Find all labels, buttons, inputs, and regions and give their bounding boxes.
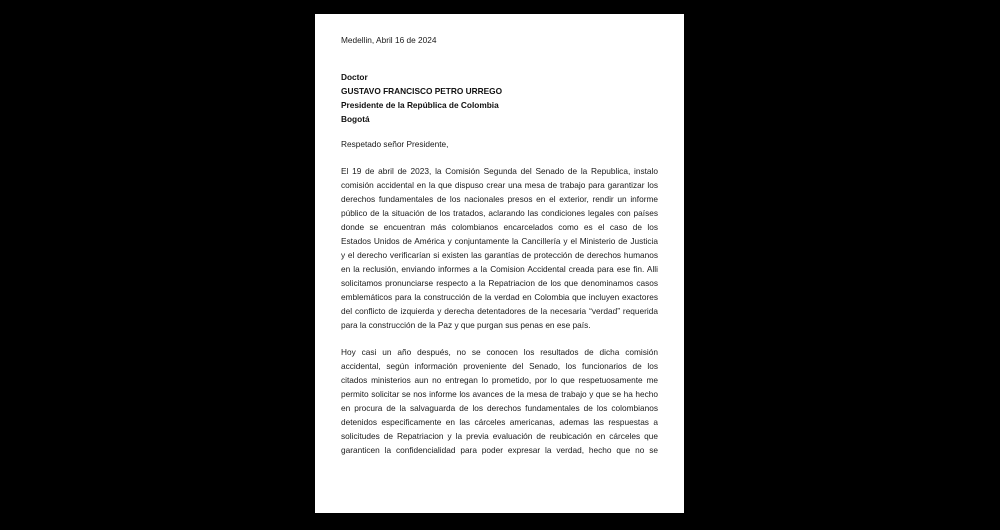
recipient-position: Presidente de la República de Colombia [341, 100, 499, 110]
paragraph-line: y el derecho verificarían si existen las garantías de protección de derechos humanos [341, 250, 658, 260]
paragraph-line: público de la situación de los tratados, aclarando las condiciones legales con países [341, 208, 658, 218]
recipient-city: Bogotá [341, 114, 370, 124]
paragraph-line: donde se encuentran más colombianos encarcelados como es el caso de los [341, 222, 658, 232]
letter-page [315, 14, 684, 513]
place-date: Medellin, Abril 16 de 2024 [341, 35, 437, 45]
paragraph-line: accidental, según información proveniente del Senado, los funcionarios de los [341, 361, 658, 371]
paragraph-line: Hoy casi un año después, no se conocen los resultados de dicha comisión [341, 347, 658, 357]
recipient-title: Doctor [341, 72, 368, 82]
paragraph-line: solicitudes de Repatriacion y la previa evaluación de reubicación en cárceles que [341, 431, 658, 441]
paragraph-line: emblemáticos para la construcción de la verdad en Colombia que incluyen exactores [341, 292, 658, 302]
paragraph-line: garanticen la confidencialidad para poder expresar la verdad, hecho que no se [341, 445, 658, 455]
paragraph-line: derechos fundamentales de los nacionales presos en el exterior, rendir un informe [341, 194, 658, 204]
paragraph-line: detenidos especificamente en las cárceles americanas, ademas las respuestas a [341, 417, 658, 427]
paragraph-line: El 19 de abril de 2023, la Comisión Segunda del Senado de la Republica, instalo [341, 166, 658, 176]
paragraph-line: del conflicto de izquierda y derecha detentadores de la necesaria “verdad” requerida [341, 306, 658, 316]
paragraph-line: citados ministerios aun no entregan lo prometido, por lo que respetuosamente me [341, 375, 658, 385]
salutation: Respetado señor Presidente, [341, 139, 449, 149]
paragraph-line: solicitamos pronunciarse respecto a la Repatriacion de los que denominamos casos [341, 278, 658, 288]
paragraph-line: comisión accidental en la que dispuso crear una mesa de trabajo para garantizar los [341, 180, 658, 190]
paragraph-line: para la construcción de la Paz y que purgan sus penas en ese país. [341, 320, 591, 330]
recipient-name: GUSTAVO FRANCISCO PETRO URREGO [341, 86, 503, 96]
paragraph-line: en la reclusión, enviando informes a la Comision Accidental creada para ese fin. Alli [341, 264, 658, 274]
paragraph-line: Estados Unidos de América y conjuntamente la Cancillería y el Ministerio de Justicia [341, 236, 658, 246]
paragraph-line: permito solicitar se nos informe los avances de la mesa de trabajo y que se ha hecho [341, 389, 658, 399]
paragraph-line: en procura de la salvaguarda de los derechos fundamentales de los colombianos [341, 403, 658, 413]
